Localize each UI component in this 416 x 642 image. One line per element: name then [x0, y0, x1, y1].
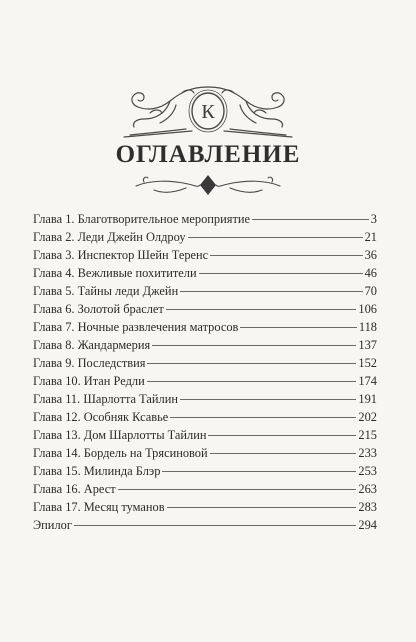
toc-entry-title: Эпилог: [33, 518, 72, 532]
monogram-ornament: [120, 83, 296, 139]
toc-entry-title: Глава 7. Ночные развлечения матросов: [33, 320, 239, 334]
toc-entry: [33, 210, 377, 228]
toc-leader-line: [147, 363, 356, 364]
toc-entry-page: 253: [358, 464, 377, 478]
toc-entry: [33, 426, 377, 444]
toc-entry-page: 263: [358, 482, 377, 496]
toc-entry-page: 70: [364, 284, 377, 298]
toc-entry: [33, 300, 377, 318]
toc-entry-title: Глава 8. Жандармерия: [33, 338, 151, 352]
toc-entry: [33, 282, 377, 300]
toc-entry-page: 118: [358, 320, 377, 334]
toc-leader-line: [208, 435, 356, 436]
toc-entry-page: 283: [358, 500, 377, 514]
toc-entry-page: 21: [364, 230, 377, 244]
toc-leader-line: [180, 291, 362, 292]
monogram-letter: К: [201, 101, 215, 123]
toc-entry-page: 202: [358, 410, 377, 424]
toc-entry-page: 36: [364, 248, 377, 262]
toc-entry-page: 46: [364, 266, 377, 280]
toc-entry-title: Глава 11. Шарлотта Тайлин: [33, 392, 178, 406]
toc-entry-page: 233: [358, 446, 377, 460]
title-divider-ornament: [130, 172, 286, 198]
toc-entry: [33, 444, 377, 462]
toc-entry: [33, 462, 377, 480]
toc-entry: [33, 264, 377, 282]
toc-entry-title: Глава 10. Итан Редли: [33, 374, 145, 388]
toc-entry-title: Глава 13. Дом Шарлотты Тайлин: [33, 428, 207, 442]
toc-entry-title: Глава 4. Вежливые похитители: [33, 266, 197, 280]
toc-entry-title: Глава 5. Тайны леди Джейн: [33, 284, 179, 298]
toc-entry: [33, 408, 377, 426]
toc-entry-page: 294: [358, 518, 377, 532]
toc-leader-line: [162, 471, 356, 472]
toc-entry: [33, 228, 377, 246]
toc-leader-line: [147, 381, 357, 382]
toc-entry: [33, 246, 377, 264]
toc-leader-line: [240, 327, 356, 328]
toc-entry-title: Глава 15. Милинда Блэр: [33, 464, 161, 478]
toc-entry-title: Глава 2. Леди Джейн Олдроу: [33, 230, 186, 244]
toc-entry-title: Глава 9. Последствия: [33, 356, 146, 370]
table-of-contents: [33, 210, 377, 534]
toc-entry-page: 215: [358, 428, 377, 442]
toc-leader-line: [166, 309, 357, 310]
toc-entry: [33, 336, 377, 354]
toc-leader-line: [188, 237, 363, 238]
toc-entry-title: Глава 6. Золотой браслет: [33, 302, 164, 316]
toc-entry: [33, 390, 377, 408]
toc-entry-page: 191: [358, 392, 377, 406]
toc-leader-line: [152, 345, 356, 346]
toc-entry-title: Глава 17. Месяц туманов: [33, 500, 165, 514]
toc-leader-line: [170, 417, 356, 418]
toc-entry-title: Глава 12. Особняк Ксавье: [33, 410, 169, 424]
toc-entry-page: 3: [370, 212, 377, 226]
toc-entry-title: Глава 1. Благотворительное мероприятие: [33, 212, 250, 226]
toc-entry: [33, 372, 377, 390]
toc-entry: [33, 480, 377, 498]
toc-entry-title: Глава 3. Инспектор Шейн Теренс: [33, 248, 209, 262]
toc-leader-line: [199, 273, 363, 274]
page-title: ОГЛАВЛЕНИЕ: [115, 141, 301, 168]
toc-entry: [33, 498, 377, 516]
toc-leader-line: [252, 219, 369, 220]
toc-entry-page: 152: [358, 356, 377, 370]
toc-entry-title: Глава 14. Бордель на Трясиновой: [33, 446, 208, 460]
toc-entry-title: Глава 16. Арест: [33, 482, 116, 496]
toc-entry: [33, 318, 377, 336]
toc-leader-line: [118, 489, 357, 490]
toc-entry: [33, 516, 377, 534]
toc-leader-line: [180, 399, 356, 400]
toc-leader-line: [167, 507, 357, 508]
toc-entry-page: 137: [358, 338, 377, 352]
toc-leader-line: [210, 255, 362, 256]
toc-leader-line: [210, 453, 357, 454]
toc-leader-line: [74, 525, 357, 526]
toc-entry: [33, 354, 377, 372]
toc-entry-page: 106: [358, 302, 377, 316]
toc-entry-page: 174: [358, 374, 377, 388]
